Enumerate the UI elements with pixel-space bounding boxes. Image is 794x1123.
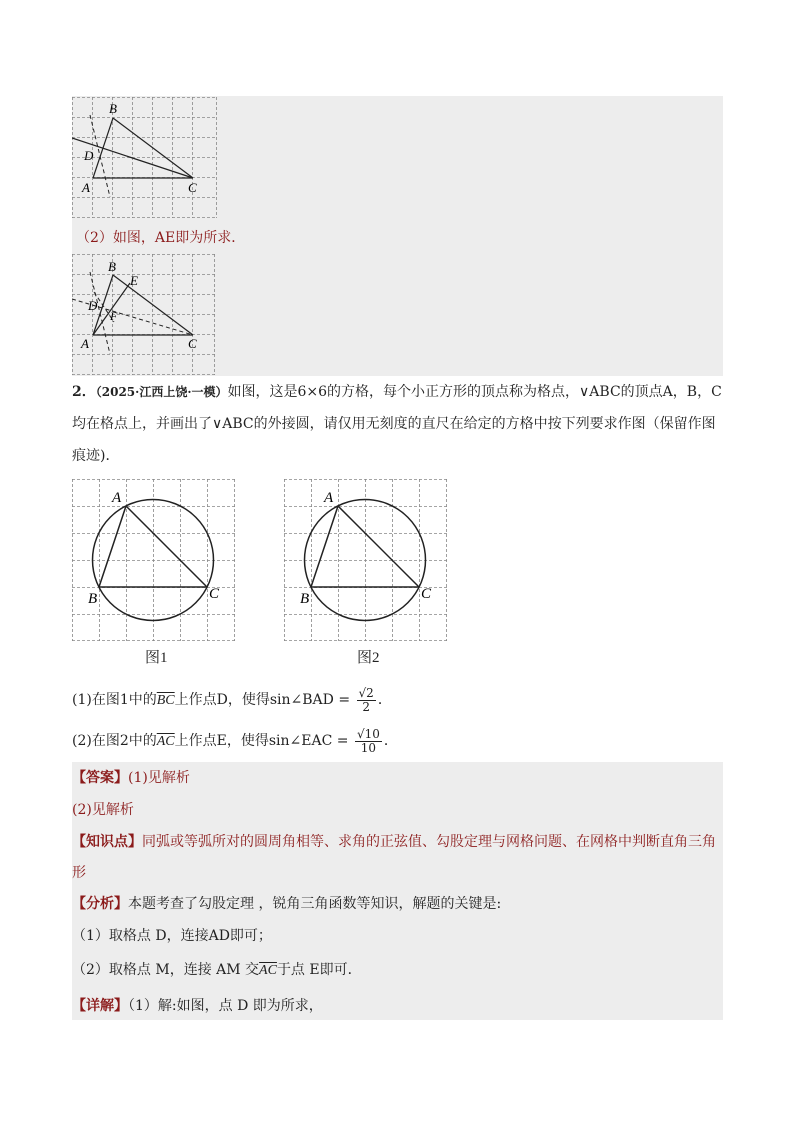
answer-line-2: (2)见解析 bbox=[72, 802, 134, 818]
analysis-step-1: （1）取格点 D，连接AD即可； bbox=[72, 928, 272, 944]
analysis-step2-arc: $\overline{AC}$ bbox=[259, 963, 277, 978]
analysis-line-1 bbox=[72, 894, 501, 914]
label-D-mid: D bbox=[88, 298, 98, 313]
q2-denominator: 10 bbox=[360, 740, 377, 755]
analysis-step-2 bbox=[72, 960, 362, 981]
label-F-mid: F bbox=[110, 309, 118, 323]
figure-1-caption: 图1 bbox=[145, 650, 168, 666]
label-B-mid: B bbox=[108, 259, 116, 274]
detail-tag: 【详解】 bbox=[72, 998, 128, 1014]
label-A-mid: A bbox=[81, 336, 89, 351]
label-C-fig2: C bbox=[421, 586, 432, 602]
q1-fraction bbox=[357, 687, 376, 714]
solution-shade-bottom bbox=[72, 762, 723, 1020]
analysis-step2-a: （2）取格点 M，连接 AM 交 bbox=[72, 962, 260, 978]
q2-prefix: (2)在图2中的 bbox=[72, 733, 157, 749]
label-B-fig2: B bbox=[300, 591, 310, 607]
grid-fig2 bbox=[284, 479, 447, 641]
problem-line-3: 痕迹)． bbox=[72, 448, 120, 464]
q1-mid: 上作点D，使得sin∠BAD = bbox=[174, 692, 351, 708]
q2-arc: $\overline{AC}$ bbox=[156, 734, 175, 749]
detail-line-1 bbox=[72, 996, 323, 1016]
question-1 bbox=[72, 683, 392, 718]
analysis-text-1: 本题考查了勾股定理 ，锐角三角函数等知识，解题的关键是: bbox=[128, 896, 502, 912]
part2-solution: （2）如图，AE即为所求． bbox=[76, 230, 246, 246]
problem-source: （2025·江西上饶·一模） bbox=[95, 385, 228, 399]
problem-line-1 bbox=[72, 382, 722, 402]
q2-numerator: √10 bbox=[356, 726, 380, 741]
segment-ac-fig1 bbox=[126, 506, 207, 587]
q1-prefix: (1)在图1中的 bbox=[72, 692, 157, 708]
circumcircle-fig2 bbox=[305, 500, 426, 621]
knowledge-line-2: 形 bbox=[72, 865, 86, 881]
figure-2-caption: 图2 bbox=[357, 650, 380, 666]
figure-mid bbox=[72, 254, 216, 376]
problem-text-1: 如图，这是6×6的方格，每个小正方形的顶点称为格点，∨ABC的顶点A，B，C bbox=[227, 384, 722, 400]
q1-denominator: 2 bbox=[362, 699, 370, 714]
q1-period: ． bbox=[377, 692, 392, 708]
circumcircle-fig1 bbox=[93, 500, 214, 621]
segment-ab-fig2 bbox=[311, 506, 338, 587]
label-B-top: B bbox=[109, 101, 117, 116]
detail-text-1: （1）解:如图，点 D 即为所求， bbox=[128, 998, 323, 1014]
analysis-step2-b: 于点 E即可． bbox=[276, 962, 362, 978]
segment-bc bbox=[113, 118, 193, 178]
q2-period: ． bbox=[383, 733, 398, 749]
q2-mid: 上作点E，使得sin∠EAC = bbox=[174, 733, 349, 749]
knowledge-line-1 bbox=[72, 832, 716, 852]
grid-mid bbox=[72, 254, 215, 375]
label-A-fig1: A bbox=[112, 490, 122, 506]
question-2 bbox=[72, 724, 398, 759]
figure-1 bbox=[72, 479, 238, 644]
grid-fig1 bbox=[72, 479, 235, 641]
q2-fraction bbox=[355, 728, 382, 755]
label-C-mid: C bbox=[188, 336, 197, 351]
label-B-fig1: B bbox=[88, 591, 98, 607]
problem-line-2: 均在格点上，并画出了∨ABC的外接圆，请仅用无刻度的直尺在给定的方格中按下列要求作图（保留作图 bbox=[72, 416, 716, 432]
answer-tag: 【答案】 bbox=[72, 770, 128, 786]
segment-ac-fig2 bbox=[338, 506, 419, 587]
knowledge-text-1: 同弧或等弧所对的圆周角相等、求角的正弦值、勾股定理与网格问题、在网格中判断直角三角 bbox=[142, 834, 716, 850]
label-A-fig2: A bbox=[324, 490, 334, 506]
label-A-top: A bbox=[82, 180, 90, 195]
answer-part1: (1)见解析 bbox=[128, 770, 190, 786]
figure-top bbox=[72, 97, 218, 219]
segment-ab-fig1 bbox=[99, 506, 126, 587]
grid-top bbox=[72, 97, 217, 218]
answer-line-1 bbox=[72, 768, 190, 788]
segment-bc-mid bbox=[113, 275, 193, 335]
label-D-top: D bbox=[84, 148, 94, 163]
label-E-mid: E bbox=[130, 273, 138, 288]
dashed-line-1 bbox=[90, 272, 110, 354]
analysis-tag: 【分析】 bbox=[72, 896, 128, 912]
knowledge-tag: 【知识点】 bbox=[72, 834, 142, 850]
label-C-fig1: C bbox=[209, 586, 220, 602]
figure-2 bbox=[284, 479, 450, 644]
problem-number: 2． bbox=[72, 384, 96, 400]
q1-arc: $\overline{BC}$ bbox=[156, 693, 175, 708]
q1-numerator: √2 bbox=[358, 685, 374, 700]
label-C-top: C bbox=[188, 180, 197, 195]
